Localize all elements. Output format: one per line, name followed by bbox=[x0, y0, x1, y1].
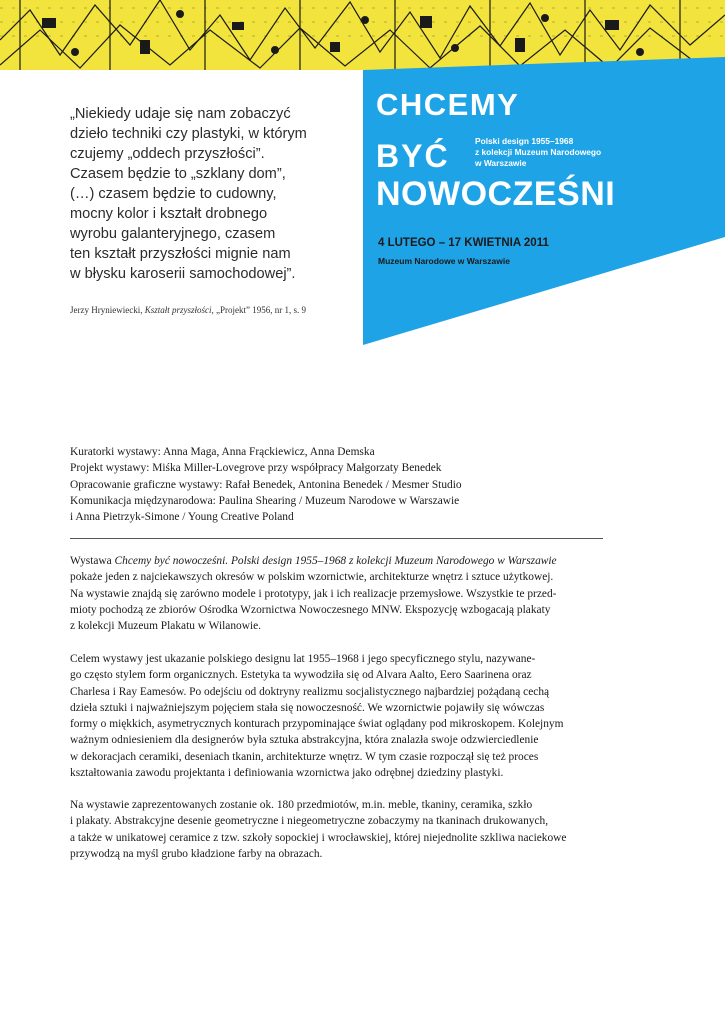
paragraph-line: a także w unikatowej ceramice z tzw. szkoły sopockiej i wrocławskiej, której niejednolite szkliwa naciekowe bbox=[70, 831, 567, 844]
quote-citation bbox=[70, 305, 306, 315]
paragraph-line: z kolekcji Muzeum Plakatu w Wilanowie. bbox=[70, 620, 262, 633]
quote-line: w błysku karoserii samochodowej”. bbox=[70, 266, 296, 282]
paragraph-line: formy o miękkich, asymetrycznych konturach przypominające świat oglądany pod mikroskopem. Kolejnym bbox=[70, 718, 564, 731]
paragraph-line bbox=[70, 553, 610, 569]
credit-line: Komunikacja międzynarodowa: Paulina Shearing / Muzeum Narodowe w Warszawie bbox=[70, 494, 460, 507]
citation-source: , „Projekt” 1956, nr 1, s. 9 bbox=[211, 305, 306, 315]
subtitle-line: z kolekcji Muzeum Narodowego bbox=[475, 147, 602, 157]
paragraph-line: Celem wystawy jest ukazanie polskiego designu lat 1955–1968 i jego specyficznego stylu, nazywane- bbox=[70, 653, 536, 665]
quote-line: mocny kolor i kształt drobnego bbox=[70, 206, 268, 222]
quote-line: „Niekiedy udaje się nam zobaczyć bbox=[70, 106, 291, 122]
pull-quote bbox=[70, 104, 370, 284]
quote-line: wyrobu galanteryjnego, czasem bbox=[70, 226, 276, 242]
quote-line: Czasem będzie to „szklany dom”, bbox=[70, 166, 286, 182]
paragraph-3 bbox=[70, 797, 610, 862]
paragraph-line: i plakaty. Abstrakcyjne desenie geometryczne i niegeometryczne zobaczymy na tkaninach drukowanych, bbox=[70, 815, 549, 828]
quote-line: ten kształt przyszłości mignie nam bbox=[70, 246, 291, 262]
paragraph-line: przywodzą na myśl grubo kładzione farby na obrazach. bbox=[70, 847, 323, 860]
paragraph-line: mioty pochodzą ze zbiorów Ośrodka Wzornictwa Nowoczesnego MNW. Ekspozycję wzbogacają plakaty bbox=[70, 603, 551, 616]
credits-block bbox=[70, 444, 462, 525]
citation-author: Jerzy Hryniewiecki, bbox=[70, 305, 145, 315]
divider bbox=[70, 538, 603, 539]
exhibition-subtitle bbox=[475, 136, 601, 169]
paragraph-2 bbox=[70, 651, 610, 781]
quote-line: (…) czasem będzie to cudowny, bbox=[70, 186, 277, 202]
credit-line: Opracowanie graficzne wystawy: Rafał Benedek, Antonina Benedek / Mesmer Studio bbox=[70, 478, 462, 491]
title-line-2: BYĆ bbox=[376, 138, 450, 174]
credit-line: Kuratorki wystawy: Anna Maga, Anna Frąckiewicz, Anna Demska bbox=[70, 446, 375, 458]
paragraph-line: w dekoracjach ceramiki, deseniach tkanin, architekturze wnętrz. W tym czasie rozpoczął się też proces bbox=[70, 750, 539, 763]
quote-line: czujemy „oddech przyszłości”. bbox=[70, 146, 265, 162]
credit-line: Projekt wystawy: Miśka Miller-Lovegrove przy współpracy Małgorzaty Benedek bbox=[70, 462, 442, 475]
paragraph-line: dzieła sztuki i najważniejszym pojęciem stała się nowoczesność. We wzornictwie pojawiły się wówczas bbox=[70, 701, 545, 714]
paragraph-line: pokaże jeden z najciekawszych okresów w polskim wzornictwie, architekturze wnętrz i sztuce użytkowej. bbox=[70, 571, 554, 584]
paragraph-line: ważnym odniesieniem dla designerów była sztuka abstrakcyjna, która znalazła swoje odzwierciedlenie bbox=[70, 734, 539, 747]
title-line-3: NOWOCZEŚNI bbox=[376, 175, 616, 213]
paragraph-line: Charlesa i Ray Eamesów. Po odejściu od doktryny realizmu socjalistycznego najbardziej pożądaną cechą bbox=[70, 685, 550, 698]
exhibition-dates: 4 LUTEGO – 17 KWIETNIA 2011 bbox=[378, 237, 549, 249]
paragraph-line: go często stylem form organicznych. Estetyka ta wywodziła się od Alvara Aalto, Eero Saarinena oraz bbox=[70, 669, 532, 682]
subtitle-line: w Warszawie bbox=[475, 158, 527, 168]
title-line-1: CHCEMY bbox=[376, 87, 520, 122]
credit-line: i Anna Pietrzyk-Simone / Young Creative Poland bbox=[70, 511, 294, 524]
paragraph-line: kształtowania zawodu projektanta i definiowania wzornictwa jako odrębnej dziedziny plastyki. bbox=[70, 767, 504, 780]
paragraph-line: Na wystawie zaprezentowanych zostanie ok. 180 przedmiotów, m.in. meble, tkaniny, ceramika, szkło bbox=[70, 799, 533, 811]
exhibition-full-title: Chcemy być nowocześni. Polski design 1955–1968 z kolekcji Muzeum Narodowego w Warszawie bbox=[114, 555, 557, 567]
quote-line: dzieło techniki czy plastyki, w którym bbox=[70, 126, 307, 142]
subtitle-line: Polski design 1955–1968 bbox=[475, 136, 574, 146]
paragraph-lead: Wystawa bbox=[70, 555, 115, 567]
citation-title: Kształt przyszłości bbox=[144, 305, 212, 315]
paragraph-1 bbox=[70, 553, 610, 634]
paragraph-line: Na wystawie znajdą się zarówno modele i prototypy, jak i ich realizacje przemysłowe. Wszystkie te przed- bbox=[70, 587, 557, 600]
exhibition-venue: Muzeum Narodowe w Warszawie bbox=[378, 256, 510, 266]
